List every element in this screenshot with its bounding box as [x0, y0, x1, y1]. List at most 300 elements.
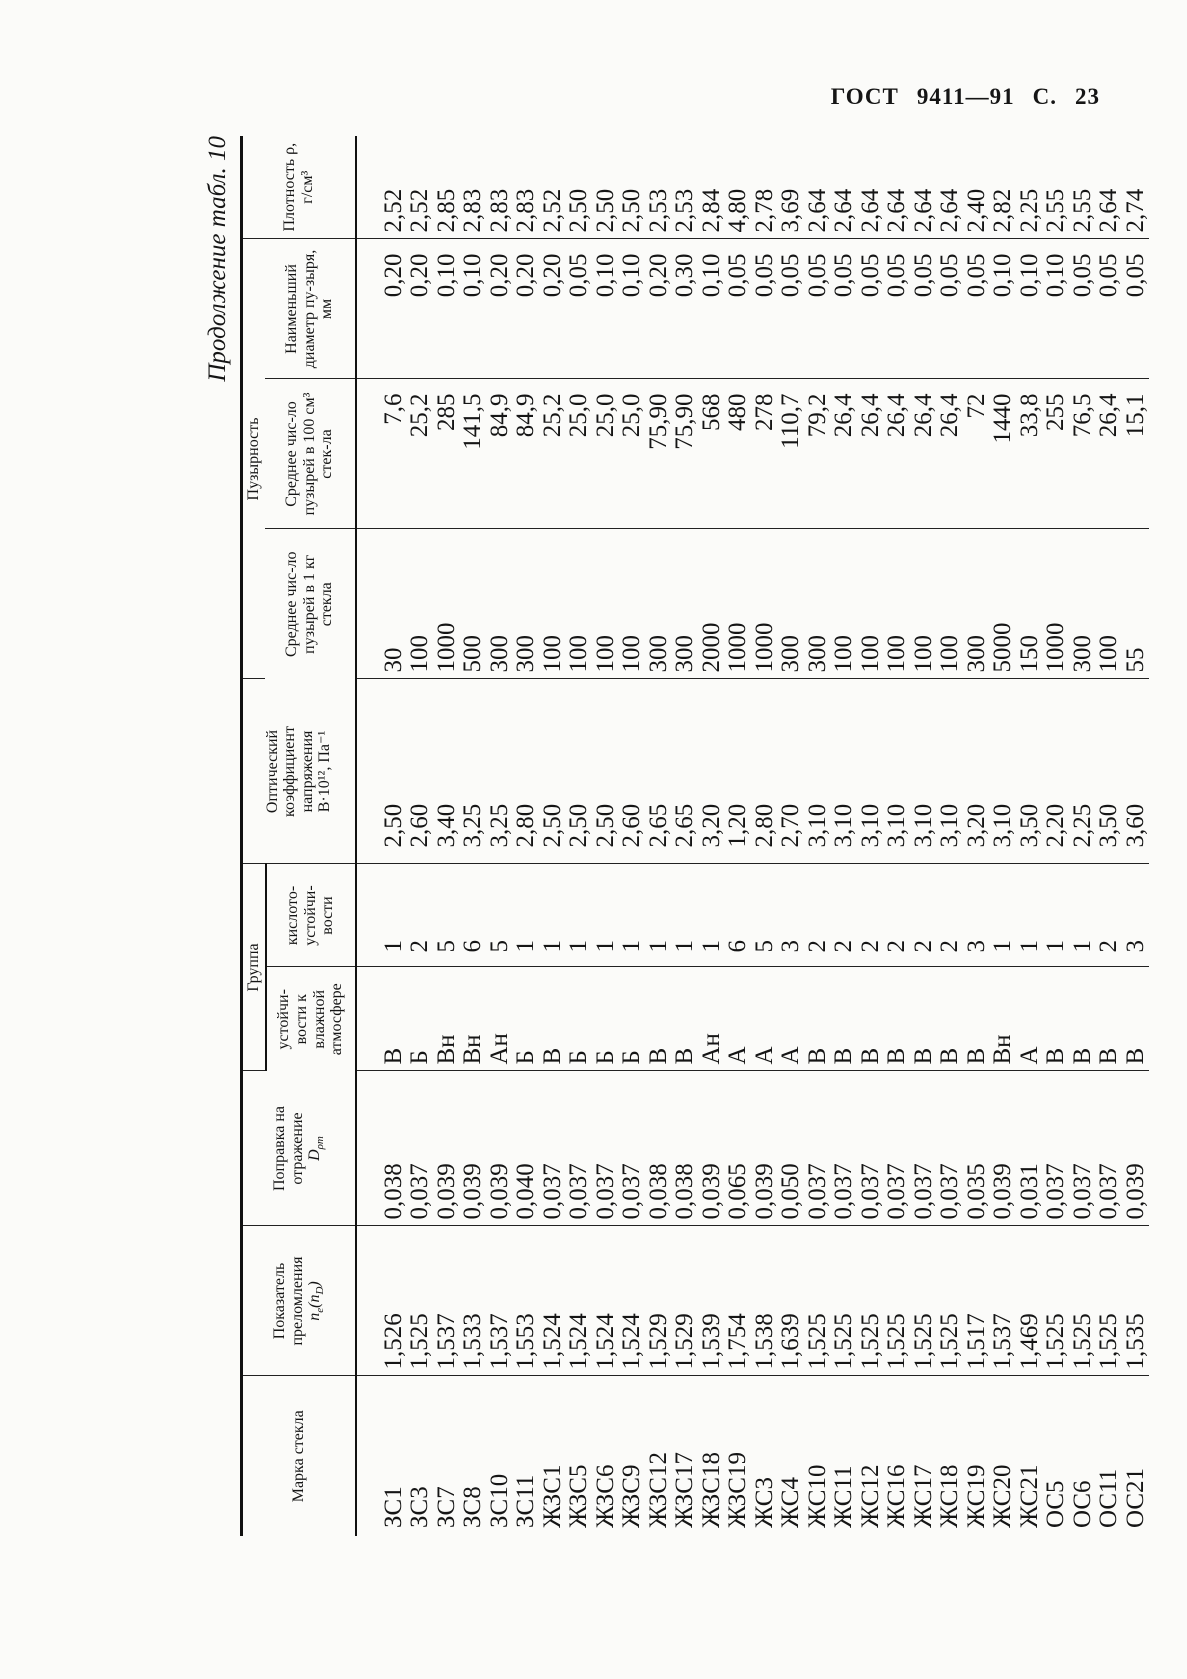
cell-refraction: 1,538 — [752, 1226, 779, 1376]
cell-bubbles-per-kg: 300 — [672, 529, 699, 679]
cell-reflection: 0,039 — [460, 1071, 487, 1226]
cell-bubbles-per-100cm3: 75,90 — [646, 379, 673, 529]
cell-min-diameter: 0,05 — [884, 239, 911, 379]
cell-optical-coefficient: 2,65 — [672, 679, 699, 864]
cell-density: 2,64 — [831, 136, 858, 239]
cell-bubbles-per-kg: 300 — [646, 529, 673, 679]
cell-bubbles-per-100cm3: 25,2 — [407, 379, 434, 529]
header-acid — [266, 864, 356, 967]
cell-reflection: 0,037 — [1043, 1071, 1070, 1226]
refraction-sym: n — [306, 1312, 324, 1321]
header-bubbles — [242, 239, 265, 679]
cell-refraction: 1,537 — [487, 1226, 514, 1376]
header-optical-label: Оптический коэффициент напряжения — [263, 726, 316, 817]
cell-refraction: 1,525 — [831, 1226, 858, 1376]
cell-mark: ОС21 — [1121, 1467, 1149, 1528]
cell-optical-coefficient: 2,70 — [778, 679, 805, 864]
table-row — [858, 136, 885, 1536]
cell-optical-coefficient: 2,50 — [540, 679, 567, 864]
cell-acid-group: 5 — [434, 864, 461, 967]
cell-min-diameter: 0,20 — [646, 239, 673, 379]
cell-refraction: 1,469 — [1017, 1226, 1044, 1376]
cell-refraction: 1,525 — [911, 1226, 938, 1376]
table-row — [434, 136, 461, 1536]
table-row — [1096, 136, 1123, 1536]
cell-acid-group: 1 — [1070, 864, 1097, 967]
cell-density: 2,64 — [884, 136, 911, 239]
header-humidity-label: устойчи-вости к влажной атмосфере — [275, 983, 346, 1056]
cell-bubbles-per-kg: 100 — [540, 529, 567, 679]
header-optical — [242, 679, 356, 864]
cell-bubbles-per-100cm3: 25,2 — [540, 379, 567, 529]
cell-bubbles-per-kg: 1000 — [725, 529, 752, 679]
cell-optical-coefficient: 3,40 — [434, 679, 461, 864]
header-density-label: Плотность ρ, г/см³ — [281, 142, 316, 232]
cell-acid-group: 1 — [356, 864, 408, 967]
cell-reflection: 0,037 — [407, 1071, 434, 1226]
cell-reflection: 0,065 — [725, 1071, 752, 1226]
cell-reflection: 0,038 — [672, 1071, 699, 1226]
header-reflection-label: Поправка на отражение — [271, 1105, 306, 1192]
cell-bubbles-per-kg: 300 — [1070, 529, 1097, 679]
cell-bubbles-per-100cm3: 141,5 — [460, 379, 487, 529]
cell-bubbles-per-kg: 1000 — [1043, 529, 1070, 679]
cell-density: 2,83 — [460, 136, 487, 239]
cell-mark: ЗС8 — [459, 1486, 487, 1528]
cell-bubbles-per-100cm3: 26,4 — [831, 379, 858, 529]
cell-mark: ЖС4 — [777, 1477, 805, 1528]
reflection-sym-sub: ρm — [314, 1136, 327, 1150]
cell-refraction: 1,525 — [884, 1226, 911, 1376]
cell-reflection: 0,037 — [884, 1071, 911, 1226]
cell-humidity-group: Б — [593, 967, 620, 1071]
cell-humidity-group: А — [1017, 967, 1044, 1071]
cell-optical-coefficient: 2,65 — [646, 679, 673, 864]
cell-bubbles-per-kg: 100 — [593, 529, 620, 679]
header-humidity — [266, 967, 356, 1071]
cell-min-diameter: 0,05 — [805, 239, 832, 379]
header-standard: ГОСТ — [830, 84, 899, 109]
cell-refraction: 1,533 — [460, 1226, 487, 1376]
cell-bubbles-per-100cm3: 72 — [964, 379, 991, 529]
cell-humidity-group: В — [805, 967, 832, 1071]
cell-refraction: 1,537 — [434, 1226, 461, 1376]
cell-acid-group: 1 — [1017, 864, 1044, 967]
cell-bubbles-per-kg: 100 — [831, 529, 858, 679]
cell-min-diameter: 0,05 — [937, 239, 964, 379]
cell-density: 2,83 — [513, 136, 540, 239]
cell-min-diameter: 0,20 — [513, 239, 540, 379]
table-row — [619, 136, 646, 1536]
cell-bubbles-per-kg: 100 — [884, 529, 911, 679]
header-refraction-symbol — [306, 1231, 326, 1372]
cell-refraction: 1,525 — [407, 1226, 434, 1376]
cell-reflection: 0,039 — [1123, 1071, 1150, 1226]
cell-density: 2,64 — [911, 136, 938, 239]
cell-optical-coefficient: 2,20 — [1043, 679, 1070, 864]
cell-acid-group: 1 — [619, 864, 646, 967]
cell-humidity-group: В — [937, 967, 964, 1071]
cell-bubbles-per-100cm3: 26,4 — [937, 379, 964, 529]
cell-min-diameter: 0,20 — [487, 239, 514, 379]
cell-density: 2,64 — [805, 136, 832, 239]
cell-bubbles-per-100cm3: 25,0 — [566, 379, 593, 529]
cell-mark: ОС11 — [1095, 1468, 1123, 1528]
cell-refraction: 1,525 — [937, 1226, 964, 1376]
cell-acid-group: 3 — [778, 864, 805, 967]
cell-min-diameter: 0,10 — [699, 239, 726, 379]
cell-refraction: 1,524 — [619, 1226, 646, 1376]
cell-optical-coefficient: 2,50 — [566, 679, 593, 864]
header-page-label: С. — [1032, 84, 1057, 109]
cell-optical-coefficient: 2,80 — [752, 679, 779, 864]
cell-optical-coefficient: 3,50 — [1096, 679, 1123, 864]
table-row — [699, 136, 726, 1536]
cell-acid-group: 6 — [460, 864, 487, 967]
cell-optical-coefficient: 3,10 — [884, 679, 911, 864]
table-body — [356, 136, 1150, 1536]
cell-refraction: 1,537 — [990, 1226, 1017, 1376]
table-row — [911, 136, 938, 1536]
cell-optical-coefficient: 2,25 — [1070, 679, 1097, 864]
cell-bubbles-per-kg: 300 — [778, 529, 805, 679]
cell-mark: ЖЗС5 — [565, 1464, 593, 1528]
cell-density: 2,85 — [434, 136, 461, 239]
refraction-sym-close: ) — [306, 1281, 324, 1287]
cell-min-diameter: 0,10 — [434, 239, 461, 379]
cell-humidity-group: А — [725, 967, 752, 1071]
cell-humidity-group: В — [884, 967, 911, 1071]
cell-optical-coefficient: 2,60 — [407, 679, 434, 864]
cell-bubbles-per-kg: 300 — [964, 529, 991, 679]
cell-bubbles-per-kg: 150 — [1017, 529, 1044, 679]
cell-optical-coefficient: 3,10 — [937, 679, 964, 864]
cell-density: 2,25 — [1017, 136, 1044, 239]
cell-acid-group: 2 — [805, 864, 832, 967]
cell-density: 2,53 — [672, 136, 699, 239]
cell-humidity-group: Б — [566, 967, 593, 1071]
cell-bubbles-per-100cm3: 7,6 — [356, 379, 408, 529]
cell-refraction: 1,539 — [699, 1226, 726, 1376]
header-bubbles-per-100cm3-label: Среднее чис-ло пузырей в 100 см³ стек-ла — [283, 392, 336, 516]
cell-bubbles-per-100cm3: 26,4 — [911, 379, 938, 529]
reflection-sym: D — [306, 1149, 324, 1161]
rotated-table-area — [196, 136, 1187, 1536]
cell-humidity-group: В — [911, 967, 938, 1071]
cell-refraction: 1,525 — [1043, 1226, 1070, 1376]
cell-reflection: 0,039 — [990, 1071, 1017, 1226]
cell-bubbles-per-100cm3: 26,4 — [858, 379, 885, 529]
table-row — [1043, 136, 1070, 1536]
cell-acid-group: 3 — [964, 864, 991, 967]
cell-humidity-group: В — [964, 967, 991, 1071]
cell-reflection: 0,037 — [566, 1071, 593, 1226]
cell-density: 3,69 — [778, 136, 805, 239]
cell-refraction: 1,525 — [858, 1226, 885, 1376]
table-row — [1070, 136, 1097, 1536]
cell-density: 2,74 — [1123, 136, 1150, 239]
cell-bubbles-per-100cm3: 33,8 — [1017, 379, 1044, 529]
header-density — [242, 136, 356, 239]
cell-bubbles-per-kg: 100 — [858, 529, 885, 679]
table-row — [725, 136, 752, 1536]
table-row — [566, 136, 593, 1536]
cell-optical-coefficient: 1,20 — [725, 679, 752, 864]
table-row — [964, 136, 991, 1536]
cell-mark: ЗС3 — [406, 1486, 434, 1528]
cell-reflection: 0,035 — [964, 1071, 991, 1226]
header-bubbles-label: Пузырность — [245, 417, 262, 501]
header-refraction-label: Показатель преломления — [271, 1256, 306, 1346]
cell-humidity-group: В — [646, 967, 673, 1071]
table-title: Продолжение табл. 10 — [204, 136, 231, 382]
cell-humidity-group: В — [831, 967, 858, 1071]
cell-humidity-group: В — [1043, 967, 1070, 1071]
cell-acid-group: 2 — [831, 864, 858, 967]
table-row — [407, 136, 434, 1536]
cell-density: 2,84 — [699, 136, 726, 239]
cell-optical-coefficient: 3,50 — [1017, 679, 1044, 864]
cell-mark: ЖЗС6 — [591, 1464, 619, 1528]
refraction-sym-sub: e — [314, 1307, 327, 1313]
cell-bubbles-per-100cm3: 26,4 — [1096, 379, 1123, 529]
cell-bubbles-per-100cm3: 568 — [699, 379, 726, 529]
cell-reflection: 0,037 — [858, 1071, 885, 1226]
header-mark — [242, 1376, 356, 1536]
header-min-diameter — [265, 239, 356, 379]
cell-reflection: 0,040 — [513, 1071, 540, 1226]
table-row — [356, 136, 408, 1536]
table-row — [884, 136, 911, 1536]
cell-humidity-group: Вн — [460, 967, 487, 1071]
table-row — [752, 136, 779, 1536]
header-number: 9411—91 — [916, 84, 1015, 109]
cell-refraction: 1,529 — [646, 1226, 673, 1376]
cell-min-diameter: 0,30 — [672, 239, 699, 379]
cell-refraction: 1,553 — [513, 1226, 540, 1376]
cell-mark: ЖС20 — [989, 1464, 1017, 1528]
cell-density: 2,55 — [1043, 136, 1070, 239]
table-row — [460, 136, 487, 1536]
cell-reflection: 0,037 — [805, 1071, 832, 1226]
cell-acid-group: 6 — [725, 864, 752, 967]
cell-bubbles-per-kg: 30 — [356, 529, 408, 679]
cell-reflection: 0,037 — [593, 1071, 620, 1226]
header-page-number: 23 — [1075, 84, 1100, 109]
cell-optical-coefficient: 3,20 — [699, 679, 726, 864]
cell-reflection: 0,038 — [356, 1071, 408, 1226]
cell-min-diameter: 0,05 — [1070, 239, 1097, 379]
cell-acid-group: 1 — [540, 864, 567, 967]
table-row — [937, 136, 964, 1536]
cell-reflection: 0,037 — [540, 1071, 567, 1226]
cell-mark: ЖС10 — [803, 1464, 831, 1528]
cell-min-diameter: 0,10 — [619, 239, 646, 379]
cell-bubbles-per-100cm3: 278 — [752, 379, 779, 529]
cell-min-diameter: 0,10 — [990, 239, 1017, 379]
cell-min-diameter: 0,05 — [1123, 239, 1150, 379]
header-reflection — [242, 1071, 356, 1226]
cell-bubbles-per-kg: 100 — [619, 529, 646, 679]
cell-bubbles-per-kg: 100 — [407, 529, 434, 679]
cell-bubbles-per-kg: 100 — [911, 529, 938, 679]
cell-reflection: 0,037 — [1096, 1071, 1123, 1226]
cell-optical-coefficient: 3,25 — [460, 679, 487, 864]
cell-refraction: 1,525 — [805, 1226, 832, 1376]
cell-reflection: 0,039 — [699, 1071, 726, 1226]
cell-refraction: 1,524 — [566, 1226, 593, 1376]
cell-humidity-group: Вн — [990, 967, 1017, 1071]
cell-acid-group: 1 — [646, 864, 673, 967]
cell-humidity-group: Ан — [699, 967, 726, 1071]
cell-density: 2,82 — [990, 136, 1017, 239]
cell-bubbles-per-kg: 1000 — [752, 529, 779, 679]
cell-optical-coefficient: 3,10 — [858, 679, 885, 864]
cell-min-diameter: 0,10 — [593, 239, 620, 379]
cell-reflection: 0,031 — [1017, 1071, 1044, 1226]
cell-reflection: 0,039 — [434, 1071, 461, 1226]
cell-mark: ЖС3 — [750, 1477, 778, 1528]
cell-humidity-group: Б — [407, 967, 434, 1071]
glass-properties-table — [240, 136, 1149, 1536]
cell-density: 2,50 — [619, 136, 646, 239]
cell-bubbles-per-kg: 100 — [937, 529, 964, 679]
cell-refraction: 1,529 — [672, 1226, 699, 1376]
cell-bubbles-per-kg: 300 — [513, 529, 540, 679]
cell-min-diameter: 0,05 — [752, 239, 779, 379]
table-row — [1123, 136, 1150, 1536]
cell-min-diameter: 0,05 — [566, 239, 593, 379]
cell-bubbles-per-100cm3: 480 — [725, 379, 752, 529]
cell-min-diameter: 0,20 — [407, 239, 434, 379]
cell-bubbles-per-100cm3: 75,90 — [672, 379, 699, 529]
cell-density: 2,78 — [752, 136, 779, 239]
cell-humidity-group: А — [778, 967, 805, 1071]
table-row — [513, 136, 540, 1536]
cell-min-diameter: 0,05 — [858, 239, 885, 379]
cell-mark: ЖС18 — [936, 1464, 964, 1528]
cell-mark: ЖЗС19 — [724, 1452, 752, 1528]
cell-refraction: 1,754 — [725, 1226, 752, 1376]
cell-mark: ЖЗС18 — [697, 1452, 725, 1528]
refraction-sym-alt-sub: D — [314, 1286, 327, 1295]
cell-density: 2,40 — [964, 136, 991, 239]
cell-mark: ОС5 — [1042, 1480, 1070, 1528]
cell-humidity-group: В — [672, 967, 699, 1071]
cell-humidity-group: Вн — [434, 967, 461, 1071]
header-optical-symbol: B·10¹², Па⁻¹ — [316, 730, 334, 813]
cell-density: 2,53 — [646, 136, 673, 239]
cell-bubbles-per-100cm3: 84,9 — [487, 379, 514, 529]
cell-mark: ЖЗС12 — [644, 1452, 672, 1528]
table-row — [646, 136, 673, 1536]
cell-min-diameter: 0,10 — [1043, 239, 1070, 379]
table-row — [778, 136, 805, 1536]
cell-optical-coefficient: 3,10 — [990, 679, 1017, 864]
cell-bubbles-per-100cm3: 26,4 — [884, 379, 911, 529]
cell-mark: ЖЗС17 — [671, 1452, 699, 1528]
cell-density: 2,52 — [356, 136, 408, 239]
cell-refraction: 1,524 — [593, 1226, 620, 1376]
cell-acid-group: 1 — [699, 864, 726, 967]
cell-acid-group: 1 — [672, 864, 699, 967]
table-row — [1017, 136, 1044, 1536]
cell-acid-group: 5 — [487, 864, 514, 967]
cell-acid-group: 1 — [513, 864, 540, 967]
cell-mark: ЗС10 — [485, 1473, 513, 1528]
cell-humidity-group: Б — [513, 967, 540, 1071]
cell-bubbles-per-100cm3: 76,5 — [1070, 379, 1097, 529]
cell-refraction: 1,517 — [964, 1226, 991, 1376]
cell-acid-group: 1 — [990, 864, 1017, 967]
cell-bubbles-per-kg: 300 — [487, 529, 514, 679]
cell-acid-group: 2 — [911, 864, 938, 967]
cell-humidity-group: В — [356, 967, 408, 1071]
cell-humidity-group: В — [1123, 967, 1150, 1071]
cell-min-diameter: 0,20 — [356, 239, 408, 379]
cell-min-diameter: 0,10 — [460, 239, 487, 379]
cell-acid-group: 1 — [593, 864, 620, 967]
header-group-label: Группа — [245, 943, 262, 992]
cell-density: 2,50 — [593, 136, 620, 239]
cell-density: 2,64 — [1096, 136, 1123, 239]
header-bubbles-per-kg — [265, 529, 356, 679]
cell-reflection: 0,050 — [778, 1071, 805, 1226]
table-row — [990, 136, 1017, 1536]
cell-humidity-group: Ан — [487, 967, 514, 1071]
header-acid-label: кислото-устойчи-вости — [284, 885, 337, 946]
cell-density: 2,52 — [407, 136, 434, 239]
cell-bubbles-per-100cm3: 25,0 — [593, 379, 620, 529]
cell-min-diameter: 0,05 — [1096, 239, 1123, 379]
cell-mark: ЖЗС9 — [618, 1464, 646, 1528]
cell-mark: ЗС7 — [432, 1486, 460, 1528]
cell-min-diameter: 0,20 — [540, 239, 567, 379]
cell-acid-group: 3 — [1123, 864, 1150, 967]
cell-optical-coefficient: 3,25 — [487, 679, 514, 864]
cell-bubbles-per-kg: 5000 — [990, 529, 1017, 679]
cell-reflection: 0,037 — [937, 1071, 964, 1226]
cell-humidity-group: В — [540, 967, 567, 1071]
cell-optical-coefficient: 2,60 — [619, 679, 646, 864]
cell-mark: ЖЗС1 — [538, 1464, 566, 1528]
cell-refraction: 1,524 — [540, 1226, 567, 1376]
cell-reflection: 0,038 — [646, 1071, 673, 1226]
cell-min-diameter: 0,05 — [778, 239, 805, 379]
table-row — [593, 136, 620, 1536]
cell-mark: ЖС12 — [856, 1464, 884, 1528]
cell-humidity-group: В — [1070, 967, 1097, 1071]
header-refraction — [242, 1226, 356, 1376]
header-min-diameter-label: Наименьший диаметр пу-зыря, мм — [283, 249, 336, 369]
cell-bubbles-per-kg: 500 — [460, 529, 487, 679]
cell-density: 2,55 — [1070, 136, 1097, 239]
refraction-sym-alt: (n — [306, 1294, 324, 1308]
header-bubbles-per-100cm3 — [265, 379, 356, 529]
cell-reflection: 0,037 — [831, 1071, 858, 1226]
cell-min-diameter: 0,05 — [964, 239, 991, 379]
cell-acid-group: 2 — [1096, 864, 1123, 967]
cell-acid-group: 2 — [858, 864, 885, 967]
cell-optical-coefficient: 3,10 — [911, 679, 938, 864]
cell-bubbles-per-100cm3: 110,7 — [778, 379, 805, 529]
cell-min-diameter: 0,05 — [831, 239, 858, 379]
cell-acid-group: 2 — [407, 864, 434, 967]
cell-min-diameter: 0,10 — [1017, 239, 1044, 379]
cell-min-diameter: 0,05 — [725, 239, 752, 379]
cell-mark: ОС6 — [1068, 1480, 1096, 1528]
cell-refraction: 1,525 — [1096, 1226, 1123, 1376]
